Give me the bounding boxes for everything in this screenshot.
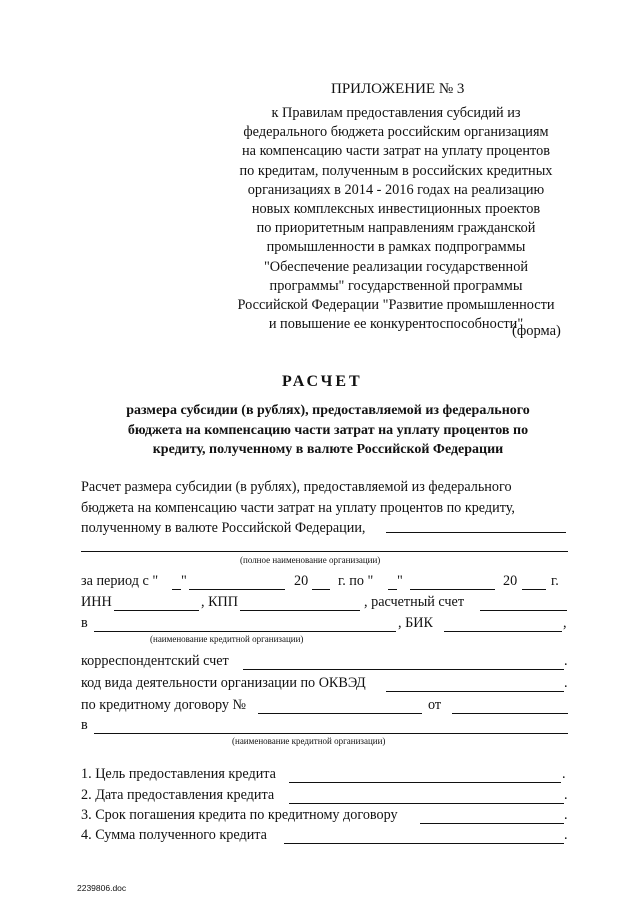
- item-amount-field[interactable]: [284, 843, 564, 844]
- corr-account-label: корреспондентский счет: [81, 653, 229, 669]
- intro-line: бюджета на компенсацию части затрат на уплату процентов по кредиту,: [81, 499, 515, 516]
- appendix-line: организациях в 2014 - 2016 годах на реализацию: [247, 181, 545, 198]
- document-subtitle: [88, 401, 568, 460]
- contract-label: по кредитному договору №: [81, 697, 247, 713]
- bik-field[interactable]: [444, 631, 562, 632]
- year-suffix: г.: [551, 573, 559, 589]
- okved-label: код вида деятельности организации по ОКВЭД: [81, 675, 366, 691]
- item-purpose-dot: .: [562, 766, 566, 782]
- bik-comma: ,: [563, 615, 567, 631]
- contract-date-field[interactable]: [452, 713, 568, 714]
- bank-caption: (наименование кредитной организации): [150, 634, 304, 644]
- appendix-line: программы" государственной программы: [269, 277, 523, 294]
- subtitle-line: бюджета на компенсацию части затрат на уплату процентов по: [127, 422, 529, 438]
- account-label: , расчетный счет: [364, 594, 465, 610]
- item-purpose-field[interactable]: [289, 782, 561, 783]
- appendix-line: "Обеспечение реализации государственной: [263, 258, 529, 275]
- corr-dot: .: [564, 653, 568, 669]
- bik-label: , БИК: [398, 615, 433, 631]
- appendix-line: по кредитам, полученным в российских кредитных: [239, 162, 553, 179]
- period-end-year-field[interactable]: [522, 589, 546, 590]
- quote-mark: ": [181, 573, 187, 589]
- footer-filename: 2239806.doc: [77, 883, 127, 893]
- appendix-line: Российской Федерации "Развитие промышленности: [237, 297, 555, 314]
- subtitle-line: кредиту, полученному в валюте Российской Федерации: [152, 442, 504, 458]
- period-start-year-field[interactable]: [312, 589, 330, 590]
- appendix-line: новых комплексных инвестиционных проектов: [251, 201, 541, 218]
- period-end-month-field[interactable]: [410, 589, 495, 590]
- appendix-title: ПРИЛОЖЕНИЕ № 3: [331, 81, 465, 97]
- bank-name-field[interactable]: [94, 631, 396, 632]
- kpp-label: , КПП: [201, 594, 239, 610]
- year-prefix: 20: [503, 573, 518, 589]
- intro-line: Расчет размера субсидии (в рублях), предоставляемой из федерального: [81, 479, 512, 495]
- appendix-line: промышленности в рамках подпрограммы: [266, 239, 526, 256]
- item-term-field[interactable]: [420, 823, 564, 824]
- item-date-dot: .: [564, 787, 568, 803]
- kpp-field[interactable]: [240, 610, 360, 611]
- contract-from-label: от: [428, 697, 442, 713]
- contract-number-field[interactable]: [258, 713, 422, 714]
- period-label: за период с ": [81, 573, 159, 589]
- org-full-name-field[interactable]: [81, 551, 568, 552]
- bank-in-label: в: [81, 615, 88, 631]
- item-amount-dot: .: [564, 827, 568, 843]
- okved-field[interactable]: [386, 691, 564, 692]
- item-term-dot: .: [564, 807, 568, 823]
- period-start-month-field[interactable]: [189, 589, 285, 590]
- quote-mark: ": [397, 573, 403, 589]
- intro-paragraph: [81, 477, 515, 539]
- item-purpose-label: 1. Цель предоставления кредита: [81, 766, 276, 782]
- period-to-label: г. по ": [338, 573, 374, 589]
- bank2-in-label: в: [81, 717, 88, 733]
- subtitle-line: размера субсидии (в рублях), предоставляемой из федерального: [126, 403, 530, 418]
- item-amount-label: 4. Сумма полученного кредита: [81, 827, 267, 843]
- item-date-label: 2. Дата предоставления кредита: [81, 787, 275, 803]
- period-end-day-field[interactable]: [388, 589, 397, 590]
- year-prefix: 20: [294, 573, 309, 589]
- appendix-text: [220, 104, 572, 334]
- appendix-line: по приоритетным направлениям гражданской: [256, 220, 536, 237]
- account-field[interactable]: [480, 610, 567, 611]
- okved-dot: .: [564, 675, 568, 691]
- org-name-caption: (полное наименование организации): [240, 555, 381, 565]
- bank2-caption: (наименование кредитной организации): [232, 736, 386, 746]
- appendix-line: на компенсацию части затрат на уплату процентов: [242, 143, 550, 160]
- appendix-line: и повышение ее конкурентоспособности": [268, 316, 524, 333]
- period-start-day-field[interactable]: [172, 589, 181, 590]
- org-name-field[interactable]: [386, 532, 566, 533]
- item-date-field[interactable]: [289, 803, 564, 804]
- inn-field[interactable]: [114, 610, 199, 611]
- document-title: РАСЧЕТ: [282, 373, 363, 390]
- appendix-line: федерального бюджета российским организациям: [243, 124, 549, 141]
- bank2-name-field[interactable]: [94, 733, 568, 734]
- inn-label: ИНН: [81, 594, 112, 610]
- appendix-line: к Правилам предоставления субсидий из: [271, 105, 521, 121]
- intro-line: полученному в валюте Российской Федерации,: [81, 520, 366, 536]
- corr-account-field[interactable]: [243, 669, 564, 670]
- item-term-label: 3. Срок погашения кредита по кредитному договору: [81, 807, 398, 823]
- form-note: (форма): [512, 323, 561, 339]
